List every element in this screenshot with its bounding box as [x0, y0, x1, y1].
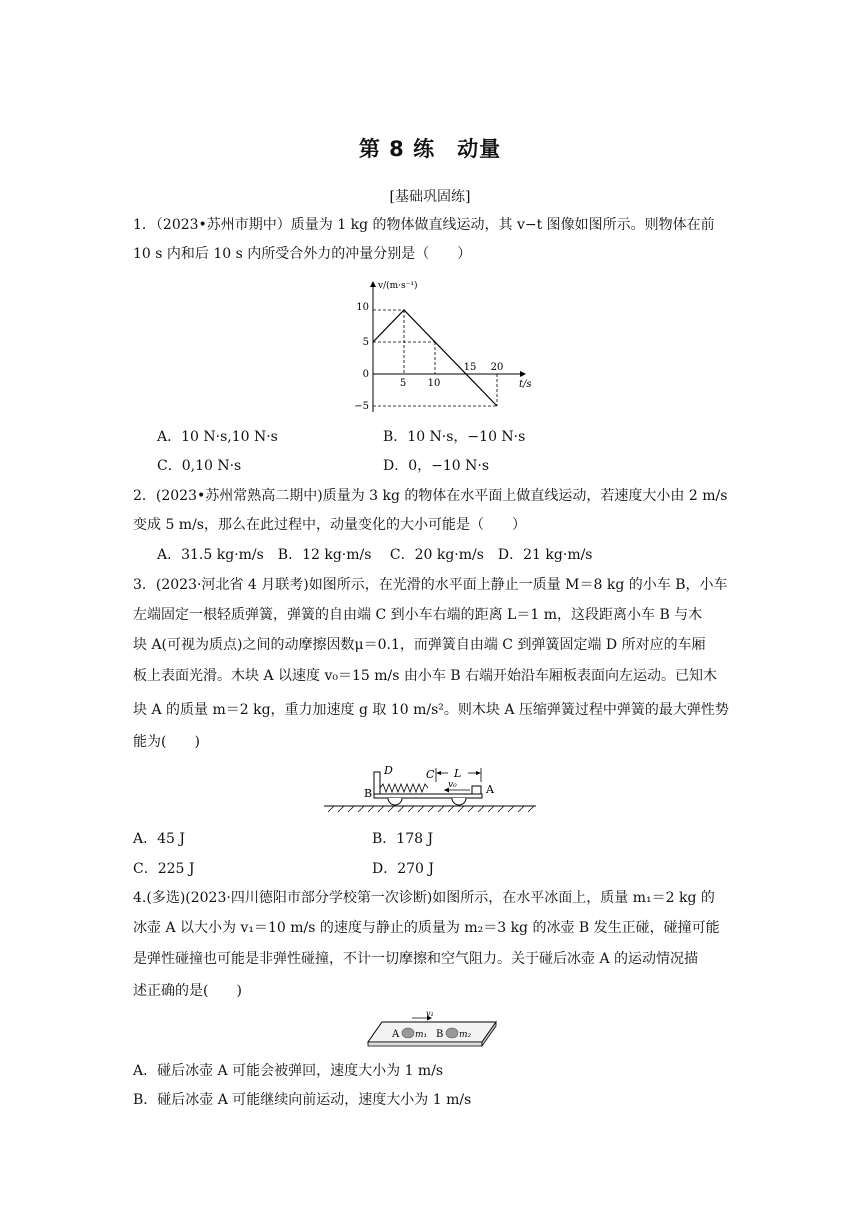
- y-tick-0: 0: [362, 369, 369, 380]
- x-tick-5: 5: [399, 378, 407, 389]
- q1-option-d: D．0，−10 N·s: [383, 458, 490, 474]
- q4-line-1: 4.(多选)(2023·四川德阳市部分学校第一次诊断)如图所示，在水平冰面上，质量 m₁＝2 kg 的: [133, 890, 715, 906]
- q4-line-2: 冰壶 A 以大小为 v₁＝10 m/s 的速度与静止的质量为 m₂＝3 kg 的冰壶 B 发生正碰，碰撞可能: [133, 920, 720, 936]
- q1-option-c: C．0,10 N·s: [157, 458, 242, 474]
- label-m1: m₁: [415, 1030, 428, 1040]
- q1-line-2: 10 s 内和后 10 s 内所受合外力的冲量分别是（ ）: [133, 246, 472, 262]
- q2-line-1: 2．(2023•苏州常熟高二期中)质量为 3 kg 的物体在水平面上做直线运动，若速度大小由 2 m/s: [133, 488, 728, 504]
- q3-line-2: 左端固定一根轻质弹簧，弹簧的自由端 C 到小车右端的距离 L＝1 m，这段距离小车 B 与木: [133, 607, 703, 623]
- q3-line-6: 能为( ): [133, 734, 200, 750]
- q4-option-b: B．碰后冰壶 A 可能继续向前运动，速度大小为 1 m/s: [133, 1092, 472, 1108]
- label-C: C: [426, 768, 435, 781]
- q3-line-4: 板上表面光滑。木块 A 以速度 v₀＝15 m/s 由小车 B 右端开始沿车厢板表面向左运动。已知木: [133, 668, 718, 684]
- label-B: B: [436, 1029, 444, 1040]
- q4-line-3: 是弹性碰撞也可能是非弹性碰撞，不计一切摩擦和空气阻力。关于碰后冰壶 A 的运动情况描: [133, 951, 699, 967]
- label-L: L: [454, 767, 462, 780]
- q4-option-a: A．碰后冰壶 A 可能会被弹回，速度大小为 1 m/s: [133, 1063, 444, 1079]
- vt-graph: [345, 277, 545, 417]
- label-m2: m₂: [459, 1030, 472, 1040]
- label-A: A: [392, 1029, 400, 1040]
- label-v1: v₁: [426, 1010, 434, 1018]
- q4-line-4: 述正确的是( ): [133, 983, 242, 999]
- q1-option-b: B．10 N·s，−10 N·s: [383, 429, 526, 445]
- cart-spring-figure: [322, 760, 538, 816]
- x-tick-15: 15: [463, 362, 477, 373]
- x-tick-10: 10: [427, 378, 441, 389]
- q3-option-d: D．270 J: [372, 861, 435, 877]
- q3-line-5: 块 A 的质量 m＝2 kg，重力加速度 g 取 10 m/s²。则木块 A 压缩弹簧过程中弹簧的最大弹性势: [133, 702, 729, 718]
- q3-line-1: 3．(2023·河北省 4 月联考)如图所示，在光滑的水平面上静止一质量 M＝8 kg 的小车 B，小车: [133, 577, 728, 593]
- page-title: 第 8 练 动量: [358, 137, 502, 161]
- q3-line-3: 块 A(可视为质点)之间的动摩擦因数μ＝0.1，而弹簧自由端 C 到弹簧固定端 D 所对应的车厢: [133, 637, 706, 653]
- label-A: A: [486, 783, 494, 796]
- q2-line-2: 变成 5 m/s，那么在此过程中，动量变化的大小可能是（ ）: [133, 517, 526, 533]
- q1-line-1: 1．（2023•苏州市期中）质量为 1 kg 的物体做直线运动，其 v−t 图像如图所示。则物体在前: [133, 217, 715, 233]
- y-axis-label: v/(m·s⁻¹): [378, 281, 418, 291]
- curling-figure: [364, 1010, 500, 1052]
- section-title: [基础巩固练]: [389, 189, 471, 205]
- q3-option-c: C．225 J: [133, 861, 195, 877]
- label-B: B: [364, 787, 373, 800]
- label-v0: v₀: [448, 780, 457, 790]
- y-tick-10: 10: [356, 302, 369, 313]
- x-axis-label: t/s: [519, 379, 532, 390]
- label-D: D: [384, 764, 393, 777]
- q3-option-a: A．45 J: [133, 831, 185, 847]
- q2-options: A．31.5 kg·m/s B．12 kg·m/s C．20 kg·m/s D．21 kg·m/s: [157, 547, 593, 563]
- y-tick-neg5: −5: [354, 401, 369, 412]
- x-tick-20: 20: [490, 362, 504, 373]
- y-tick-5: 5: [362, 337, 369, 348]
- q3-option-b: B．178 J: [372, 831, 434, 847]
- q1-option-a: A．10 N·s,10 N·s: [157, 429, 278, 445]
